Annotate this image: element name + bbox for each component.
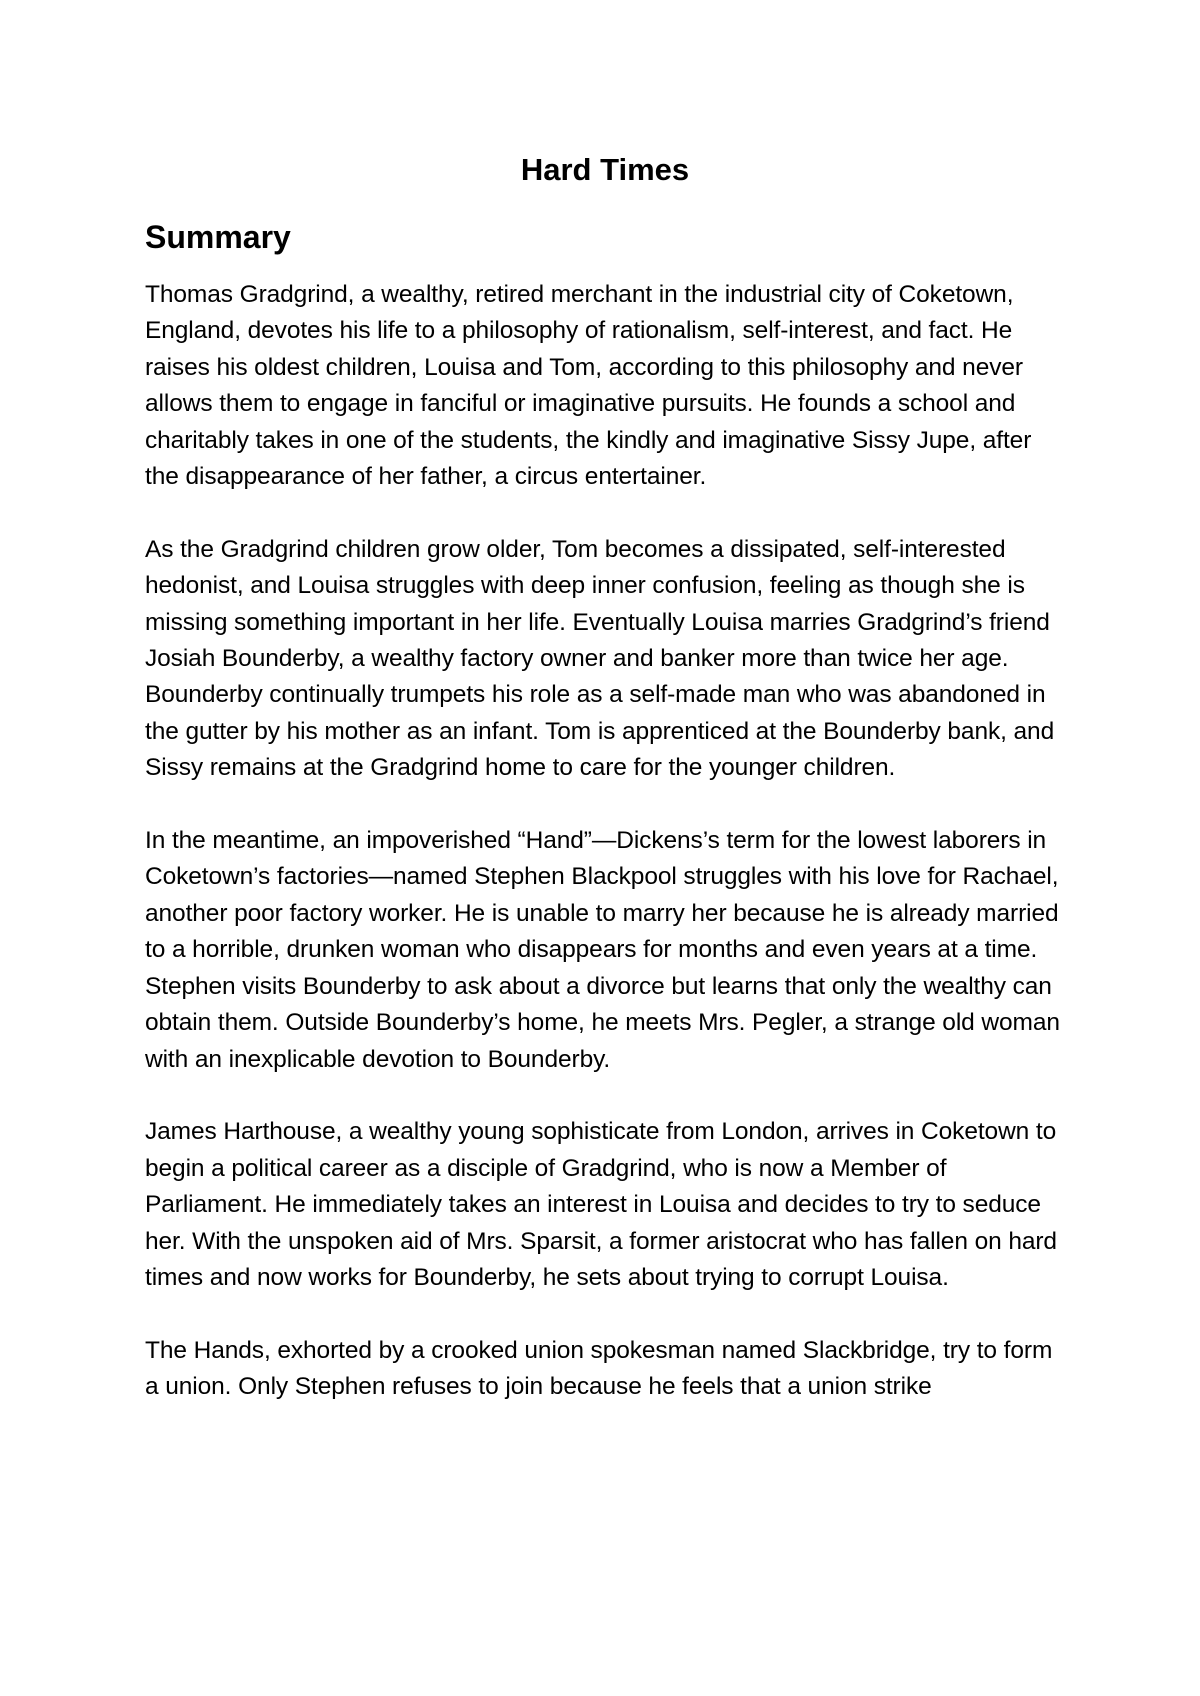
section-heading-summary: Summary [145, 219, 291, 255]
paragraph-5: The Hands, exhorted by a crooked union spokesman named Slackbridge, try to form a union. Only Stephen refuses to join because he feels that a union strike [145, 1336, 1053, 1401]
paragraph-4: James Harthouse, a wealthy young sophisticate from London, arrives in Coketown to begin a political career as a disciple of Gradgrind, who is now a Member of Parliament. He immediately takes an interest in Louisa and decides to try to seduce her. With the unspoken aid of Mrs. Sparsit, a former aristocrat who has fallen on hard times and now works for Bounderby, he sets about trying to corrupt Louisa. [145, 1118, 1057, 1291]
paragraph-3: In the meantime, an impoverished “Hand”—Dickens’s term for the lowest laborers in Coketown’s factories—named Stephen Blackpool struggles with his love for Rachael, another poor factory worker. He is unable to marry her because he is already married to a horrible, drunken woman who disappears for months and even years at a time. Stephen visits Bounderby to ask about a divorce but learns that only the wealthy can obtain them. Outside Bounderby’s home, he meets Mrs. Pegler, a strange old woman with an inexplicable devotion to Bounderby. [145, 827, 1060, 1073]
paragraph-1: Thomas Gradgrind, a wealthy, retired merchant in the industrial city of Coketown, England, devotes his life to a philosophy of rationalism, self-interest, and fact. He raises his oldest children, Louisa and Tom, according to this philosophy and never allows them to engage in fanciful or imaginative pursuits. He founds a school and charitably takes in one of the students, the kindly and imaginative Sissy Jupe, after the disappearance of her father, a circus entertainer. [145, 281, 1032, 491]
document-title: Hard Times [520, 152, 690, 187]
paragraph-2: As the Gradgrind children grow older, Tom becomes a dissipated, self-interested hedonist, and Louisa struggles with deep inner confusion, feeling as though she is missing something important in her life. Eventually Louisa marries Gradgrind’s friend Josiah Bounderby, a wealthy factory owner and banker more than twice her age. Bounderby continually trumpets his role as a self-made man who was abandoned in the gutter by his mother as an infant. Tom is apprenticed at the Bounderby bank, and Sissy remains at the Gradgrind home to care for the younger children. [145, 535, 1055, 782]
document-content [145, 148, 1065, 1406]
